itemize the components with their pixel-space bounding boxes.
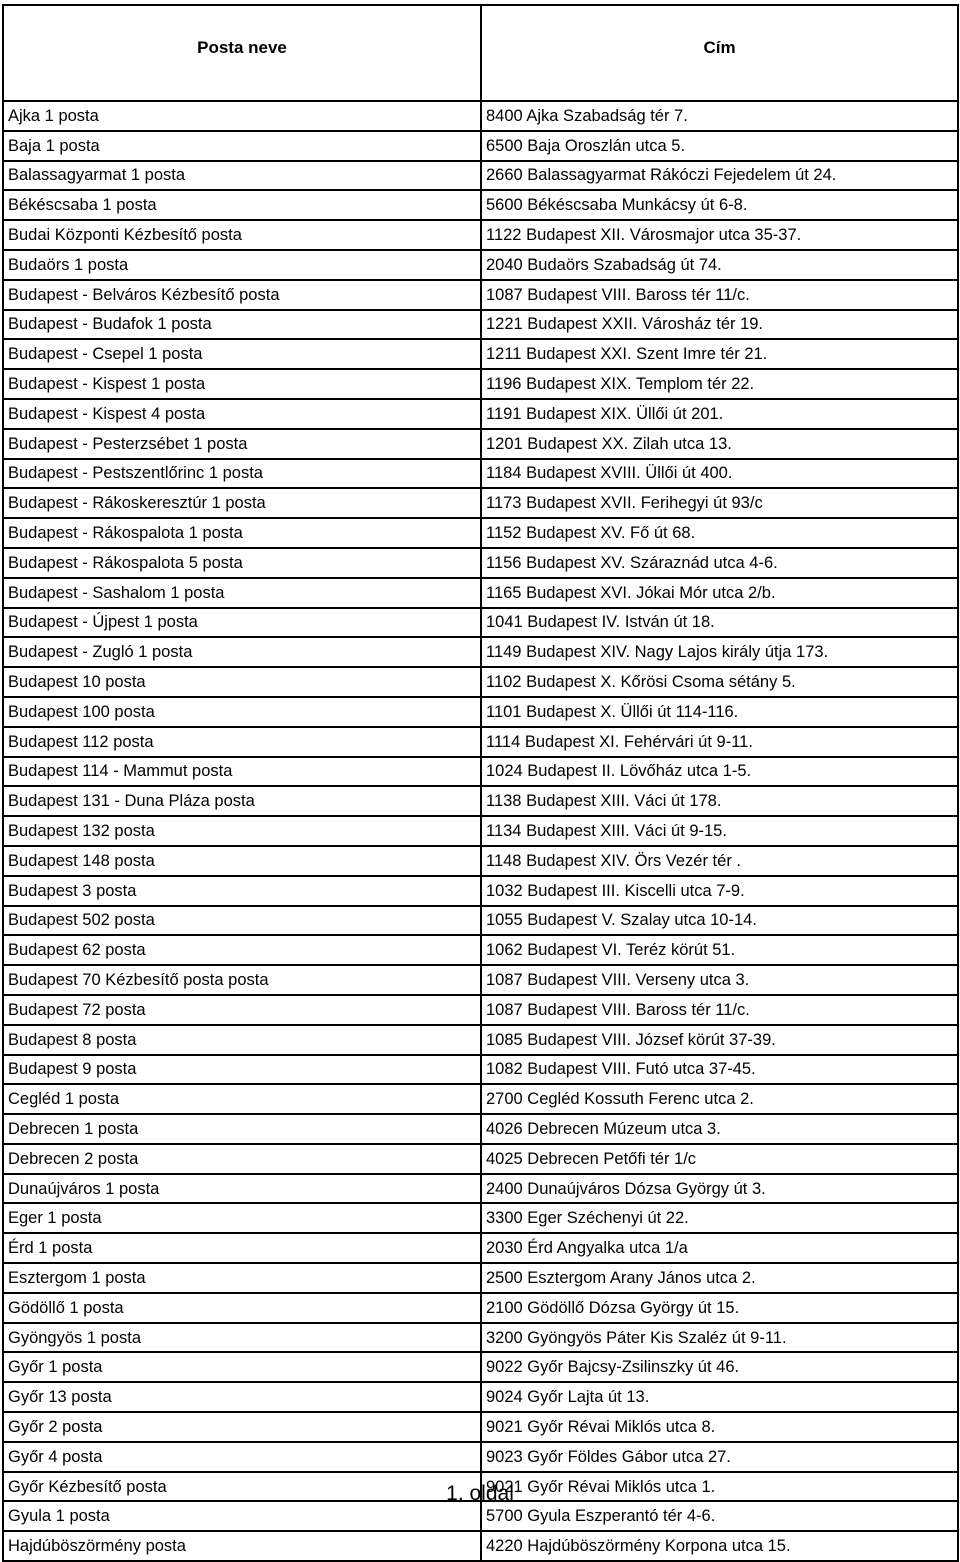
cell-address: 1165 Budapest XVI. Jókai Mór utca 2/b.	[481, 578, 958, 608]
cell-address: 1032 Budapest III. Kiscelli utca 7-9.	[481, 876, 958, 906]
cell-address: 4025 Debrecen Petőfi tér 1/c	[481, 1144, 958, 1174]
cell-address: 1024 Budapest II. Lövőház utca 1-5.	[481, 757, 958, 787]
cell-address: 1196 Budapest XIX. Templom tér 22.	[481, 369, 958, 399]
cell-post-office-name: Budapest 114 - Mammut posta	[3, 757, 481, 787]
table-body	[3, 101, 958, 1561]
table-row	[3, 1382, 958, 1412]
cell-address: 9021 Győr Révai Miklós utca 8.	[481, 1412, 958, 1442]
table-row	[3, 1323, 958, 1353]
table-row	[3, 131, 958, 161]
page-number: 1. oldal	[446, 1482, 514, 1505]
table-row	[3, 667, 958, 697]
cell-post-office-name: Budapest 132 posta	[3, 816, 481, 846]
cell-address: 1122 Budapest XII. Városmajor utca 35-37.	[481, 220, 958, 250]
cell-post-office-name: Budapest 72 posta	[3, 995, 481, 1025]
cell-post-office-name: Budapest 3 posta	[3, 876, 481, 906]
table-row	[3, 816, 958, 846]
cell-address: 6500 Baja Oroszlán utca 5.	[481, 131, 958, 161]
cell-address: 5600 Békéscsaba Munkácsy út 6-8.	[481, 190, 958, 220]
cell-address: 1082 Budapest VIII. Futó utca 37-45.	[481, 1055, 958, 1085]
table-row	[3, 369, 958, 399]
cell-post-office-name: Baja 1 posta	[3, 131, 481, 161]
cell-post-office-name: Budapest - Sashalom 1 posta	[3, 578, 481, 608]
cell-post-office-name: Budapest - Zugló 1 posta	[3, 637, 481, 667]
cell-post-office-name: Budapest - Rákoskeresztúr 1 posta	[3, 488, 481, 518]
table-row	[3, 518, 958, 548]
cell-post-office-name: Budapest 131 - Duna Pláza posta	[3, 786, 481, 816]
table-row	[3, 220, 958, 250]
cell-address: 1211 Budapest XXI. Szent Imre tér 21.	[481, 339, 958, 369]
cell-post-office-name: Érd 1 posta	[3, 1233, 481, 1263]
cell-address: 1138 Budapest XIII. Váci út 178.	[481, 786, 958, 816]
cell-address: 4220 Hajdúböszörmény Korpona utca 15.	[481, 1531, 958, 1561]
table-row	[3, 429, 958, 459]
cell-post-office-name: Győr 2 posta	[3, 1412, 481, 1442]
cell-address: 2500 Esztergom Arany János utca 2.	[481, 1263, 958, 1293]
cell-address: 9024 Győr Lajta út 13.	[481, 1382, 958, 1412]
cell-post-office-name: Budapest - Pesterzsébet 1 posta	[3, 429, 481, 459]
cell-post-office-name: Gödöllő 1 posta	[3, 1293, 481, 1323]
cell-address: 1087 Budapest VIII. Baross tér 11/c.	[481, 995, 958, 1025]
cell-address: 2400 Dunaújváros Dózsa György út 3.	[481, 1174, 958, 1204]
cell-post-office-name: Budapest - Kispest 4 posta	[3, 399, 481, 429]
cell-post-office-name: Budaörs 1 posta	[3, 250, 481, 280]
cell-address: 9022 Győr Bajcsy-Zsilinszky út 46.	[481, 1352, 958, 1382]
table-row	[3, 310, 958, 340]
table-row	[3, 995, 958, 1025]
cell-address: 1087 Budapest VIII. Verseny utca 3.	[481, 965, 958, 995]
table-row	[3, 190, 958, 220]
cell-address: 3300 Eger Széchenyi út 22.	[481, 1203, 958, 1233]
cell-address: 1191 Budapest XIX. Üllői út 201.	[481, 399, 958, 429]
cell-post-office-name: Budapest - Pestszentlőrinc 1 posta	[3, 459, 481, 489]
cell-address: 1102 Budapest X. Kőrösi Csoma sétány 5.	[481, 667, 958, 697]
table-row	[3, 965, 958, 995]
cell-post-office-name: Budapest 112 posta	[3, 727, 481, 757]
cell-address: 1055 Budapest V. Szalay utca 10-14.	[481, 906, 958, 936]
cell-address: 2660 Balassagyarmat Rákóczi Fejedelem út 24.	[481, 161, 958, 191]
cell-address: 9023 Győr Földes Gábor utca 27.	[481, 1442, 958, 1472]
cell-address: 3200 Gyöngyös Páter Kis Szaléz út 9-11.	[481, 1323, 958, 1353]
cell-address: 1114 Budapest XI. Fehérvári út 9-11.	[481, 727, 958, 757]
table-row	[3, 101, 958, 131]
cell-address: 4026 Debrecen Múzeum utca 3.	[481, 1114, 958, 1144]
cell-address: 1148 Budapest XIV. Örs Vezér tér .	[481, 846, 958, 876]
post-office-table	[2, 4, 959, 1562]
cell-address: 1062 Budapest VI. Teréz körút 51.	[481, 935, 958, 965]
cell-post-office-name: Budapest 100 posta	[3, 697, 481, 727]
cell-post-office-name: Debrecen 2 posta	[3, 1144, 481, 1174]
table-row	[3, 876, 958, 906]
cell-address: 1221 Budapest XXII. Városház tér 19.	[481, 310, 958, 340]
table-row	[3, 1531, 958, 1561]
cell-post-office-name: Budapest - Csepel 1 posta	[3, 339, 481, 369]
cell-post-office-name: Budapest 502 posta	[3, 906, 481, 936]
table-row	[3, 727, 958, 757]
cell-address: 1152 Budapest XV. Fő út 68.	[481, 518, 958, 548]
cell-post-office-name: Győr 4 posta	[3, 1442, 481, 1472]
cell-post-office-name: Eger 1 posta	[3, 1203, 481, 1233]
cell-post-office-name: Esztergom 1 posta	[3, 1263, 481, 1293]
table-row	[3, 161, 958, 191]
cell-post-office-name: Debrecen 1 posta	[3, 1114, 481, 1144]
cell-post-office-name: Dunaújváros 1 posta	[3, 1174, 481, 1204]
cell-post-office-name: Budapest - Belváros Kézbesítő posta	[3, 280, 481, 310]
table-row	[3, 1203, 958, 1233]
cell-post-office-name: Ajka 1 posta	[3, 101, 481, 131]
cell-address: 1085 Budapest VIII. József körút 37-39.	[481, 1025, 958, 1055]
cell-post-office-name: Békéscsaba 1 posta	[3, 190, 481, 220]
cell-post-office-name: Budapest 8 posta	[3, 1025, 481, 1055]
cell-post-office-name: Budapest 70 Kézbesítő posta posta	[3, 965, 481, 995]
table-row	[3, 935, 958, 965]
table-header-row	[3, 5, 958, 101]
table-row	[3, 1442, 958, 1472]
table-row	[3, 846, 958, 876]
cell-address: 2030 Érd Angyalka utca 1/a	[481, 1233, 958, 1263]
table-row	[3, 1174, 958, 1204]
cell-post-office-name: Budapest 62 posta	[3, 935, 481, 965]
cell-address: 1041 Budapest IV. István út 18.	[481, 608, 958, 638]
table-row	[3, 250, 958, 280]
table-row	[3, 1263, 958, 1293]
table-row	[3, 1352, 958, 1382]
table-row	[3, 786, 958, 816]
cell-post-office-name: Gyöngyös 1 posta	[3, 1323, 481, 1353]
cell-address: 9021 Győr Révai Miklós utca 1.	[481, 1472, 958, 1502]
cell-post-office-name: Budapest - Rákospalota 1 posta	[3, 518, 481, 548]
cell-post-office-name: Budapest 148 posta	[3, 846, 481, 876]
cell-post-office-name: Budapest 9 posta	[3, 1055, 481, 1085]
table-row	[3, 697, 958, 727]
table-row	[3, 1114, 958, 1144]
cell-post-office-name: Győr 13 posta	[3, 1382, 481, 1412]
cell-post-office-name: Budapest - Kispest 1 posta	[3, 369, 481, 399]
cell-address: 1201 Budapest XX. Zilah utca 13.	[481, 429, 958, 459]
table-row	[3, 906, 958, 936]
table-row	[3, 1055, 958, 1085]
cell-address: 2100 Gödöllő Dózsa György út 15.	[481, 1293, 958, 1323]
table-row	[3, 548, 958, 578]
table-row	[3, 1084, 958, 1114]
cell-address: 1134 Budapest XIII. Váci út 9-15.	[481, 816, 958, 846]
cell-address: 2700 Cegléd Kossuth Ferenc utca 2.	[481, 1084, 958, 1114]
table-row	[3, 1293, 958, 1323]
cell-post-office-name: Gyula 1 posta	[3, 1501, 481, 1531]
cell-post-office-name: Győr Kézbesítő posta	[3, 1472, 481, 1502]
table-row	[3, 280, 958, 310]
cell-address: 2040 Budaörs Szabadság út 74.	[481, 250, 958, 280]
table-row	[3, 1144, 958, 1174]
table-row	[3, 459, 958, 489]
cell-post-office-name: Győr 1 posta	[3, 1352, 481, 1382]
cell-post-office-name: Balassagyarmat 1 posta	[3, 161, 481, 191]
column-header-address: Cím	[481, 5, 958, 101]
table-row	[3, 399, 958, 429]
cell-address: 1101 Budapest X. Üllői út 114-116.	[481, 697, 958, 727]
cell-post-office-name: Hajdúböszörmény posta	[3, 1531, 481, 1561]
cell-post-office-name: Budapest - Újpest 1 posta	[3, 608, 481, 638]
table-row	[3, 339, 958, 369]
cell-address: 1087 Budapest VIII. Baross tér 11/c.	[481, 280, 958, 310]
cell-post-office-name: Budapest - Rákospalota 5 posta	[3, 548, 481, 578]
table-row	[3, 1025, 958, 1055]
table-row	[3, 578, 958, 608]
table-row	[3, 608, 958, 638]
table-row	[3, 757, 958, 787]
cell-address: 1149 Budapest XIV. Nagy Lajos király útja 173.	[481, 637, 958, 667]
cell-address: 5700 Gyula Eszperantó tér 4-6.	[481, 1501, 958, 1531]
cell-post-office-name: Cegléd 1 posta	[3, 1084, 481, 1114]
cell-post-office-name: Budai Központi Kézbesítő posta	[3, 220, 481, 250]
cell-address: 1173 Budapest XVII. Ferihegyi út 93/c	[481, 488, 958, 518]
table-row	[3, 1412, 958, 1442]
cell-address: 8400 Ajka Szabadság tér 7.	[481, 101, 958, 131]
cell-post-office-name: Budapest - Budafok 1 posta	[3, 310, 481, 340]
cell-post-office-name: Budapest 10 posta	[3, 667, 481, 697]
cell-address: 1156 Budapest XV. Száraznád utca 4-6.	[481, 548, 958, 578]
table-row	[3, 637, 958, 667]
cell-address: 1184 Budapest XVIII. Üllői út 400.	[481, 459, 958, 489]
table-row	[3, 488, 958, 518]
table-row	[3, 1233, 958, 1263]
column-header-name: Posta neve	[3, 5, 481, 101]
